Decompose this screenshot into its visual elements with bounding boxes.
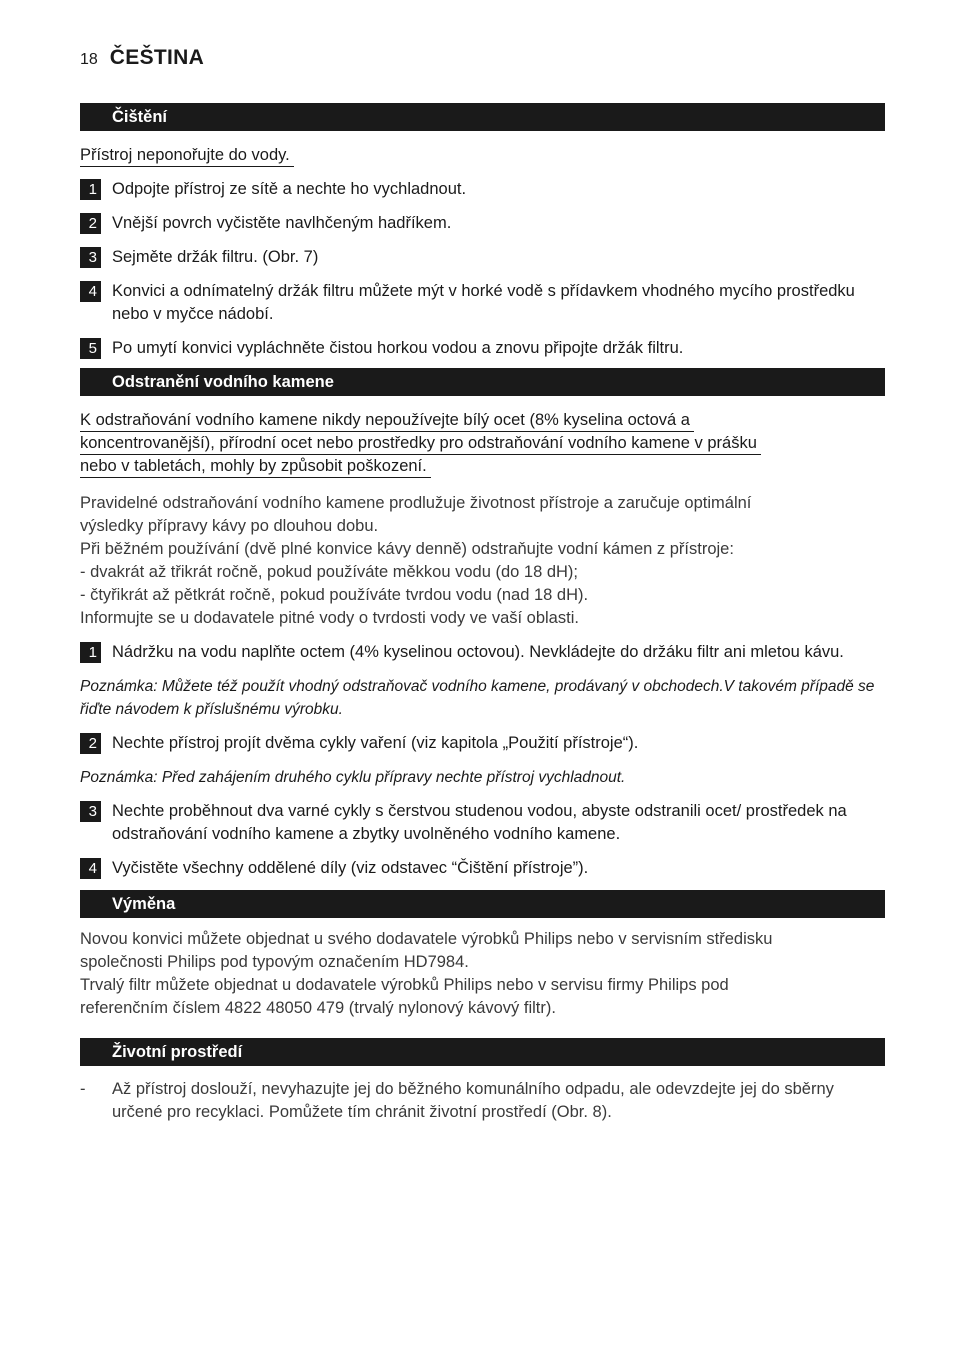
step-text: Nádržku na vodu naplňte octem (4% kyselinou octovou). Nevkládejte do držáku filtr ani mletou kávu. (112, 643, 844, 661)
cleaning-warning (80, 144, 885, 167)
replacement-line: společnosti Philips pod typovým označením HD7984. (80, 953, 469, 971)
step-text: Po umytí konvici vypláchněte čistou horkou vodou a znovu připojte držák filtru. (112, 339, 684, 357)
step-text: Konvici a odnímatelný držák filtru můžete mýt v horké vodě s přídavkem vhodného mycího prostředku nebo v myčce nádobí. (112, 282, 855, 323)
replacement-line: Trvalý filtr můžete objednat u dodavatele výrobků Philips nebo v servisu firmy Philips pod (80, 976, 729, 994)
warning-line: nebo v tabletách, mohly by způsobit poškození. (80, 456, 431, 478)
cleaning-step-5 (80, 337, 885, 360)
step-number-badge: 1 (80, 179, 101, 200)
step-text: Odpojte přístroj ze sítě a nechte ho vychladnout. (112, 180, 467, 198)
intro-line: Pravidelné odstraňování vodního kamene prodlužuje životnost přístroje a zaručuje optimální (80, 494, 752, 512)
bullet-mark: - (80, 1080, 86, 1098)
step-number-badge: 3 (80, 247, 101, 268)
intro-line: - čtyřikrát až pětkrát ročně, pokud používáte tvrdou vodu (nad 18 dH). (80, 586, 589, 604)
descaling-intro (80, 492, 885, 630)
replacement-line: Novou konvici můžete objednat u svého dodavatele výrobků Philips nebo v servisním středisku (80, 930, 773, 948)
descaling-step-1 (80, 641, 885, 664)
intro-line: Informujte se u dodavatele pitné vody o tvrdosti vody ve vaší oblasti. (80, 609, 579, 627)
descaling-step-3 (80, 800, 885, 846)
section-heading-cleaning: Čištění (80, 103, 885, 131)
page-language-title: ČEŠTINA (109, 46, 205, 69)
page-content (80, 103, 885, 1124)
step-text: Vnější povrch vyčistěte navlhčeným hadříkem. (112, 214, 452, 232)
cleaning-step-2 (80, 212, 885, 235)
cleaning-step-1 (80, 178, 885, 201)
intro-line: - dvakrát až třikrát ročně, pokud používáte měkkou vodu (do 18 dH); (80, 563, 578, 581)
page-number: 18 (80, 51, 98, 68)
step-number-badge: 5 (80, 338, 101, 359)
descaling-note-2: Poznámka: Před zahájením druhého cyklu přípravy nechte přístroj vychladnout. (80, 769, 626, 786)
descaling-note-1: Poznámka: Můžete též použít vhodný odstraňovač vodního kamene, prodávaný v obchodech.V takovém případě se řiďte návodem k příslušnému výrobku. (80, 678, 875, 718)
step-number-badge: 4 (80, 281, 101, 302)
environment-bullet (80, 1078, 885, 1124)
replacement-text (80, 928, 885, 1020)
warning-line: K odstraňování vodního kamene nikdy nepoužívejte bílý ocet (8% kyselina octová a (80, 410, 694, 432)
step-text: Vyčistěte všechny oddělené díly (viz odstavec “Čištění přístroje”). (112, 859, 589, 877)
section-heading-environment: Životní prostředí (80, 1038, 885, 1066)
warning-line: koncentrovanější), přírodní ocet nebo prostředky pro odstraňování vodního kamene v prášku (80, 433, 761, 455)
step-text: Nechte přístroj projít dvěma cykly vaření (viz kapitola „Použití přístroje“). (112, 734, 639, 752)
bullet-text: Až přístroj doslouží, nevyhazujte jej do běžného komunálního odpadu, ale odevzdejte jej do sběrny určené pro recyklaci. Pomůžete tím chránit životní prostředí (Obr. 8). (112, 1080, 834, 1121)
step-number-badge: 2 (80, 213, 101, 234)
intro-line: výsledky přípravy kávy po dlouhou dobu. (80, 517, 379, 535)
cleaning-step-4 (80, 280, 885, 326)
step-number-badge: 3 (80, 801, 101, 822)
step-number-badge: 1 (80, 642, 101, 663)
step-number-badge: 4 (80, 858, 101, 879)
cleaning-step-3 (80, 246, 885, 269)
intro-line: Při běžném používání (dvě plné konvice kávy denně) odstraňujte vodní kámen z přístroje: (80, 540, 734, 558)
step-text: Nechte proběhnout dva varné cykly s čerstvou studenou vodou, abyste odstranili ocet/ prostředek na odstraňování vodního kamene a zbytky uvolněného vodního kamene. (112, 802, 847, 843)
warning-line: Přístroj neponořujte do vody. (80, 145, 294, 167)
section-heading-replacement: Výměna (80, 890, 885, 918)
step-text: Sejměte držák filtru. (Obr. 7) (112, 248, 319, 266)
replacement-line: referenčním číslem 4822 48050 479 (trvalý nylonový kávový filtr). (80, 999, 556, 1017)
step-number-badge: 2 (80, 733, 101, 754)
descaling-step-2 (80, 732, 885, 755)
descaling-warning (80, 409, 885, 478)
descaling-step-4 (80, 857, 885, 880)
section-heading-descaling: Odstranění vodního kamene (80, 368, 885, 396)
page-header (80, 46, 204, 76)
